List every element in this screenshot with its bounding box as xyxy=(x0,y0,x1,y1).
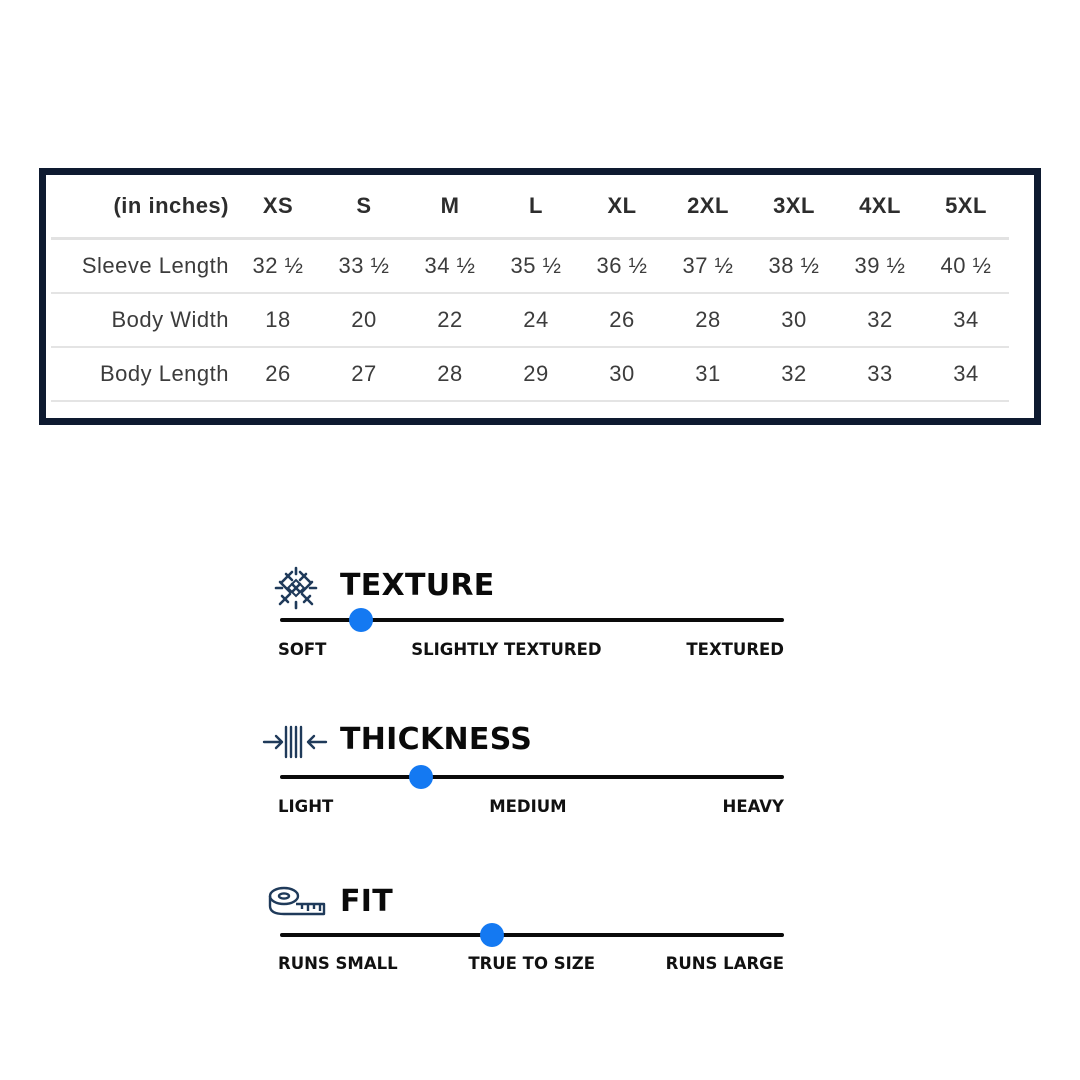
size-header-row xyxy=(51,175,1009,239)
scale-label: TRUE TO SIZE xyxy=(468,954,595,973)
table-cell: 32 ½ xyxy=(252,253,304,278)
texture-attribute xyxy=(262,566,784,659)
table-cell: 24 xyxy=(523,307,549,332)
table-row xyxy=(51,347,1009,401)
row-label: Sleeve Length xyxy=(81,253,229,278)
table-cell: 35 ½ xyxy=(510,253,562,278)
table-cell: 27 xyxy=(351,361,377,386)
texture-slider-track xyxy=(280,618,784,622)
table-cell: 34 xyxy=(953,307,979,332)
size-header: L xyxy=(529,193,543,218)
unit-label: (in inches) xyxy=(113,193,229,218)
table-cell: 37 ½ xyxy=(682,253,734,278)
scale-label: HEAVY xyxy=(722,797,784,816)
size-chart xyxy=(39,168,1041,425)
thickness-slider-track xyxy=(280,775,784,779)
table-cell: 39 ½ xyxy=(854,253,906,278)
size-chart-table xyxy=(51,175,1009,402)
table-cell: 32 xyxy=(781,361,807,386)
table-cell: 34 xyxy=(953,361,979,386)
scale-label: SOFT xyxy=(278,640,327,659)
size-header: S xyxy=(356,193,372,218)
thickness-scale-labels xyxy=(278,797,784,816)
size-header: M xyxy=(440,193,460,218)
row-label: Body Width xyxy=(111,307,229,332)
scale-label: TEXTURED xyxy=(686,640,784,659)
fit-attribute xyxy=(262,882,784,973)
thickness-arrows-icon xyxy=(262,724,328,760)
table-cell: 26 xyxy=(265,361,291,386)
scale-label: LIGHT xyxy=(278,797,334,816)
table-cell: 20 xyxy=(351,307,377,332)
size-header: 2XL xyxy=(687,193,729,218)
scale-label: RUNS LARGE xyxy=(665,954,784,973)
table-cell: 36 ½ xyxy=(596,253,648,278)
table-cell: 30 xyxy=(781,307,807,332)
table-cell: 32 xyxy=(867,307,893,332)
attribute-title: FIT xyxy=(340,884,394,919)
table-cell: 28 xyxy=(695,307,721,332)
size-header: 3XL xyxy=(773,193,815,218)
fit-slider-track xyxy=(280,933,784,937)
texture-scale-labels xyxy=(278,640,784,659)
fit-scale-labels xyxy=(278,954,784,973)
weave-icon xyxy=(274,566,318,610)
table-cell: 28 xyxy=(437,361,463,386)
texture-slider-knob xyxy=(349,608,373,632)
scale-label: MEDIUM xyxy=(489,797,567,816)
size-header: XL xyxy=(607,193,637,218)
table-cell: 31 xyxy=(695,361,721,386)
table-cell: 26 xyxy=(609,307,635,332)
fit-slider-knob xyxy=(480,923,504,947)
table-cell: 33 ½ xyxy=(338,253,390,278)
table-cell: 33 xyxy=(867,361,893,386)
row-label: Body Length xyxy=(99,361,229,386)
size-header: 5XL xyxy=(945,193,987,218)
scale-label: RUNS SMALL xyxy=(278,954,398,973)
table-row xyxy=(51,239,1009,294)
attribute-title: TEXTURE xyxy=(340,568,495,603)
attribute-title: THICKNESS xyxy=(340,722,533,757)
scale-label: SLIGHTLY TEXTURED xyxy=(411,640,602,659)
table-cell: 30 xyxy=(609,361,635,386)
table-cell: 22 xyxy=(437,307,463,332)
table-row xyxy=(51,293,1009,347)
size-header: XS xyxy=(262,193,294,218)
table-cell: 18 xyxy=(265,307,291,332)
table-cell: 40 ½ xyxy=(940,253,992,278)
table-cell: 29 xyxy=(523,361,549,386)
table-cell: 38 ½ xyxy=(768,253,820,278)
size-header: 4XL xyxy=(859,193,901,218)
table-cell: 34 ½ xyxy=(424,253,476,278)
thickness-attribute xyxy=(262,720,784,816)
thickness-slider-knob xyxy=(409,765,433,789)
tape-measure-icon xyxy=(268,884,328,918)
